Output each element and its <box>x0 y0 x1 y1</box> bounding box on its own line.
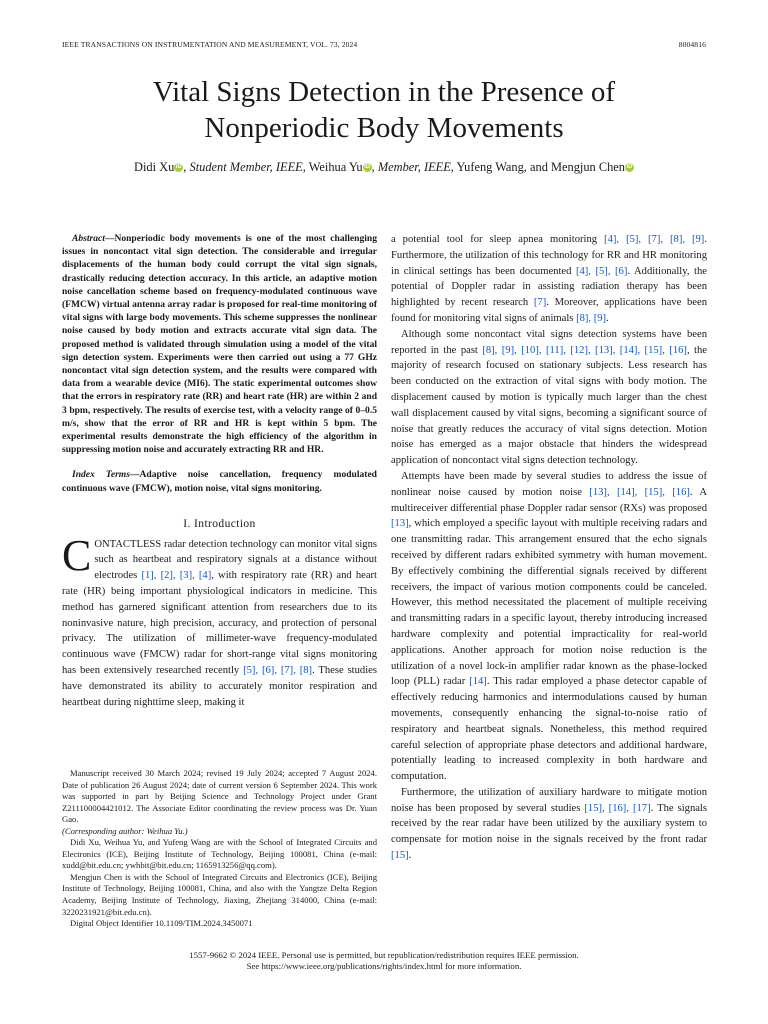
abstract-label: Abstract <box>72 233 105 244</box>
index-terms-label: Index Terms <box>72 469 130 481</box>
body-paragraph: Furthermore, the utilization of auxiliary hardware to mitigate motion noise has been proposed by several studies [15], [16], [17]. The signals received by the rear radar have been utilized by the auxiliary system to compensate for motion noise in the signals received by the front radar [15]. <box>391 786 708 862</box>
copyright-line: 1557-9662 © 2024 IEEE. Personal use is permitted, but republication/redistribution requires IEEE permission. <box>189 950 579 960</box>
corresponding-author: (Corresponding author: Weihua Yu.) <box>62 825 188 836</box>
manuscript-note: Manuscript received 30 March 2024; revised 19 July 2024; accepted 7 August 2024. Date of publication 26 August 2024; date of current version 6 September 2024. This work was supported in part by Beijing Science and Technology Project under Grant Z211100004421012. The Associate Editor coordinating the review process was Dr. Yuan Gao. (Corresponding author: Weihua Yu.) <box>62 768 377 836</box>
page-number: 8004816 <box>678 40 706 49</box>
citation-link[interactable]: [13] <box>391 518 409 530</box>
citation-link[interactable]: [7] <box>533 297 547 309</box>
author-name: Weihua Yu <box>308 160 363 174</box>
citation-link[interactable]: [14] <box>469 676 487 688</box>
footnotes <box>62 768 377 930</box>
drop-cap: C <box>62 530 92 580</box>
body-paragraph: a potential tool for sleep apnea monitoring [4], [5], [7], [8], [9]. Furthermore, the utilization of this technology for RR and HR monitoring in clinical settings has been documented [4], [5], [6]. Additionally, the potential of Doppler radar in assisting radiation therapy has been highlighted by recent research [7]. Moreover, applications have been found for monitoring vital signs of animals [8], [9]. <box>391 234 707 324</box>
abstract-text: —Nonperiodic body movements is one of the most challenging issues in noncontact vital sign detection. The considerable and irregular displacements of the human body could corrupt the vital sign signals, drastically reducing detection accuracy. In this article, an adaptive motion noise cancellation scheme based on frequency-modulated continuous wave (FMCW) virtual antenna array radar is proposed for real-time monitoring of vital signs with large body movements. This scheme suppresses the nonlinear noise caused by body motion and extracts accurate vital sign data. The proposed method is validated through simulation using a model of the vital sign detection system. Experiments were then carried out using a 77 GHz noncontact vital sign detection system, and the results were compared with data from a wearable device (MI6). The static experimental outcomes show that the errors in respiratory rate (RR) and heart rate (HR) are within 2 and 3 bpm, respectively. The results of exercise test, with a velocity range of 0–0.5 m/s, show that the error of RR and HR is kept within 5 bpm. The experimental results demonstrate the high efficiency of the algorithm in suppressing motion noise and accurately extracting RR and HR. <box>62 233 377 456</box>
author-name: Didi Xu <box>134 160 175 174</box>
orcid-icon[interactable]: iD <box>364 164 371 170</box>
affiliation-note: Didi Xu, Weihua Yu, and Yufeng Wang are with the School of Integrated Circuits and Electronics (ICE), Beijing Institute of Technology, Beijing 100081, China (e-mail: xudd@bit.edu.cn; ywhbit@bit.edu.cn; 1165913256@qq.com). <box>62 837 377 871</box>
doi-note: Digital Object Identifier 10.1109/TIM.2024.3450071 <box>70 918 253 929</box>
abstract <box>62 232 377 456</box>
left-column <box>62 232 377 710</box>
copyright-footer <box>0 950 768 972</box>
author-role: Student Member, IEEE <box>189 160 303 174</box>
citation-link[interactable]: [13], [14], [15], [16] <box>589 486 690 498</box>
intro-paragraph: CONTACTLESS radar detection technology can monitor vital signs such as heartbeat and respiratory signals at a distance without electrodes [1], [2], [3], [4], with respiratory rate (RR) and heart rate (HR) being important physiological indicators in medicine. This method has garnered significant attention from researchers due to its noninvasive nature, high precision, accuracy, and protection of personal privacy. The utilization of millimeter-wave frequency-modulated continuous wave (FMCW) radar for short-range vital signs monitoring has been extensively researched recently [5], [6], [7], [8]. These studies have demonstrated its ability to accurately monitor respiration and heartbeat during nighttime sleep, making it <box>62 530 378 708</box>
citation-link[interactable]: [8], [9] <box>576 312 607 324</box>
author-list: Didi Xu iD , Student Member, IEEE, Weihua Yu iD , Member, IEEE, Yufeng Wang, and Mengjun Chen iD <box>134 160 633 174</box>
citation-link[interactable]: [4], [5], [6] <box>575 265 628 277</box>
body-paragraph: Attempts have been made by several studies to address the issue of nonlinear noise caused by motion noise [13], [14], [15], [16]. A multireceiver differential phase Doppler radar sensor (RXs) was proposed [13], which employed a specific layout with multiple receiving radars and one transmitting radar. This arrangement ensured that the echo signals received by different radars exhibited symmetry with human movement. By effectively combining the differential signals received by different receivers, the impact of various motion components could be canceled. However, this method necessitated the placement of multiple receiving and transmitting radars in a specific layout, thereby introducing increased hardware complexity and potential impracticality for real-world applications. Another approach for motion noise reduction is the utilization of a novel lock-in amplifier radar known as the phase-locked loop (PLL) radar [14]. This radar employed a phase detector capable of effectively reducing harmonics and intermodulations caused by human movements, consequently enhancing the signal-to-noise ratio of respiratory and heartbeat signals. Nonetheless, this method required careful selection of appropriate phase detectors and additional hardware, potentially leading to increased complexity in both hardware and computation. <box>391 470 707 783</box>
author-role: Member, IEEE <box>377 160 451 174</box>
title-line-1: Vital Signs Detection in the Presence of <box>152 76 616 108</box>
right-column <box>391 232 707 864</box>
rights-url-line[interactable]: See https://www.ieee.org/publications/rights/index.html for more information. <box>246 961 522 972</box>
orcid-icon[interactable]: iD <box>626 164 633 170</box>
paper-title <box>40 74 728 146</box>
orcid-icon[interactable]: iD <box>175 164 182 170</box>
section-heading: I. Introduction <box>183 517 256 530</box>
journal-name: IEEE TRANSACTIONS ON INSTRUMENTATION AND MEASUREMENT, VOL. 73, 2024 <box>62 40 358 49</box>
index-terms-text: —Adaptive noise cancellation, frequency modulated continuous wave (FMCW), motion noise, vital signs monitoring. <box>62 469 377 494</box>
citation-link[interactable]: [15] <box>391 850 409 862</box>
citation-link[interactable]: [15], [16], [17] <box>584 802 651 814</box>
citation-link[interactable]: [8], [9], [10], [11], [12], [13], [14], [15], [16] <box>482 344 687 356</box>
citation-link[interactable]: [4], [5], [7], [8], [9] <box>604 234 705 245</box>
author-name: Yufeng Wang, and Mengjun Chen <box>456 160 625 174</box>
citation-link[interactable]: [5], [6], [7], [8] <box>243 665 313 677</box>
affiliation-note: Mengjun Chen is with the School of Integrated Circuits and Electronics (ICE), Beijing Institute of Technology, Beijing 100081, China, and also with the Yangtze Delta Region Academy, Beijing Institute of Technology, Jiaxing, Zhejiang 314000, China (e-mail: 3220231921@bit.edu.cn). <box>62 871 377 917</box>
body-paragraph: Although some noncontact vital signs detection systems have been reported in the past [8], [9], [10], [11], [12], [13], [14], [15], [16], the majority of research focused on stationary subjects. Less research has been conducted on the extraction of vital signs with body motion. The displacement caused by motion is typically much larger than the chest wall displacement caused by vital signs, becoming a significant source of noise that greatly reduces the accuracy of vital signs detection. Motion noise has emerged as a major obstacle that hinders the widespread application of noncontact vital signs detection technology. <box>391 328 707 467</box>
title-line-2: Nonperiodic Body Movements <box>204 112 564 144</box>
citation-link[interactable]: [1], [2], [3], [4] <box>141 570 212 582</box>
index-terms <box>62 468 377 494</box>
running-header <box>62 40 706 52</box>
